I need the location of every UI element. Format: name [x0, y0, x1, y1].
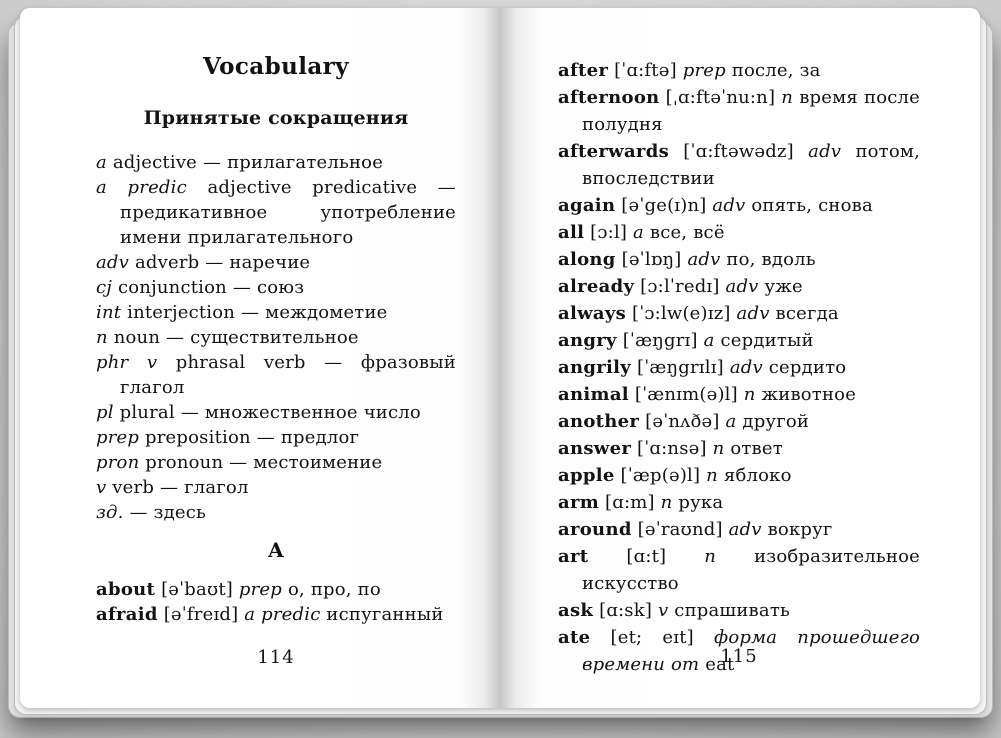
page-title: Vocabulary: [203, 53, 349, 80]
abbreviation-term: v: [96, 477, 107, 498]
entry-headword: ate: [558, 627, 591, 648]
entry-transcription: [ˈɑ:ftə]: [608, 60, 683, 81]
abbreviation-item: [96, 250, 456, 275]
entry-headword: afterwards: [558, 141, 670, 162]
entry-transcription: [ɑ:t]: [588, 546, 705, 567]
entry-headword: already: [558, 276, 635, 297]
entry-transcription: [ˈæŋgrɪ]: [616, 330, 704, 351]
entry-definition: ответ: [730, 438, 783, 459]
dictionary-entry: [558, 381, 920, 408]
entry-pos: adv: [736, 303, 770, 324]
entry-definition-italic: форма прошедшего времени от: [582, 627, 920, 675]
dictionary-entry: [558, 462, 920, 489]
entry-pos: n: [660, 492, 673, 513]
abbreviation-term: int: [96, 302, 122, 323]
entry-definition: сердито: [768, 357, 847, 378]
entry-transcription: [ɑ:sk]: [593, 600, 658, 621]
dictionary-entry: [558, 327, 920, 354]
entry-transcription: [ˈænɪm(ə)l]: [628, 384, 744, 405]
abbreviation-item: [96, 500, 456, 525]
abbreviations-heading: Принятые сокращения: [143, 107, 409, 129]
entry-definition: сердитый: [720, 330, 814, 351]
left-page: [20, 8, 500, 708]
abbreviation-term: зд.: [96, 502, 124, 523]
abbreviation-text: adverb — наречие: [129, 252, 311, 273]
entry-definition: уже: [764, 276, 803, 297]
entry-transcription: [ˈɔ:lw(e)ɪz]: [626, 303, 737, 324]
entry-headword: art: [558, 546, 589, 567]
entry-definition: по, вдоль: [726, 249, 816, 270]
entry-transcription: [əˈnʌðə]: [639, 411, 726, 432]
entry-headword: ask: [558, 600, 594, 621]
dictionary-entry: [558, 354, 920, 381]
entry-transcription: [et; eɪt]: [590, 627, 715, 648]
dictionary-entry: [96, 577, 456, 602]
entry-definition: другой: [742, 411, 810, 432]
abbreviation-text: adjective — прилагательное: [106, 152, 384, 173]
abbreviation-item: [96, 475, 456, 500]
entry-headword: another: [558, 411, 640, 432]
entry-headword: around: [558, 519, 632, 540]
entry-transcription: [ɑ:m]: [599, 492, 661, 513]
entry-definition: потом, впоследствии: [582, 141, 921, 189]
abbreviation-item: [96, 350, 456, 400]
abbreviation-term: pl: [96, 402, 114, 423]
entry-pos: n: [712, 438, 725, 459]
abbreviation-text: plural — множественное число: [113, 402, 421, 423]
entry-tail: eat: [705, 654, 735, 675]
entry-transcription: [ˈɑ:ftəwədz]: [669, 141, 809, 162]
abbreviation-item: [96, 175, 456, 250]
abbreviation-text: noun — существительное: [107, 327, 359, 348]
abbreviation-term: pron: [96, 452, 140, 473]
entry-pos: adv: [687, 249, 721, 270]
entry-headword: angry: [558, 330, 617, 351]
entry-pos: a: [633, 222, 644, 243]
entry-headword: answer: [558, 438, 632, 459]
entry-definition: яблоко: [723, 465, 792, 486]
abbreviation-term: prep: [96, 427, 140, 448]
dictionary-entry: [558, 435, 920, 462]
dictionary-entry: [558, 273, 920, 300]
dictionary-entry: [558, 57, 920, 84]
entry-pos: n: [743, 384, 756, 405]
entry-definition: спрашивать: [674, 600, 790, 621]
entry-headword: arm: [558, 492, 600, 513]
entry-transcription: [əˈfreɪd]: [157, 604, 245, 625]
abbreviation-item: [96, 425, 456, 450]
abbreviations-list: [96, 150, 456, 525]
entry-definition: после, за: [731, 60, 821, 81]
entry-definition: опять, снова: [751, 195, 873, 216]
entry-definition: изобразительное искусство: [582, 546, 921, 594]
abbreviation-term: a: [96, 152, 107, 173]
dictionary-entry: [558, 219, 920, 246]
entry-transcription: [ˈæŋgrɪlɪ]: [631, 357, 730, 378]
dictionary-entry: [558, 192, 920, 219]
abbreviation-text: adjective predicative — предикативное употребление имени прилагательного: [120, 177, 456, 248]
abbreviation-text: verb — глагол: [106, 477, 249, 498]
dictionary-entries-left: [96, 577, 456, 627]
entry-pos: n: [704, 546, 717, 567]
entry-pos: adv: [712, 195, 746, 216]
entry-transcription: [əˈbaʊt]: [155, 579, 239, 600]
entry-definition: время после полудня: [582, 87, 920, 135]
entry-pos: adv: [808, 141, 842, 162]
abbreviation-item: [96, 150, 456, 175]
abbreviation-item: [96, 325, 456, 350]
dictionary-entry: [558, 597, 920, 624]
entry-definition: вокруг: [767, 519, 833, 540]
entry-pos: v: [658, 600, 669, 621]
entry-pos: n: [706, 465, 718, 486]
entry-definition: животное: [761, 384, 857, 405]
entry-pos: adv: [725, 276, 759, 297]
entry-headword: along: [558, 249, 616, 270]
dictionary-entry: [558, 84, 920, 138]
abbreviation-item: [96, 300, 456, 325]
entry-pos: a predic: [244, 604, 321, 625]
entry-transcription: [ɔ:l]: [584, 222, 634, 243]
entry-pos: prep: [238, 579, 283, 600]
abbreviation-text: preposition — предлог: [139, 427, 360, 448]
abbreviation-term: a predic: [96, 177, 187, 198]
right-page: [500, 8, 980, 708]
abbreviation-term: cj: [96, 277, 113, 298]
entry-headword: after: [558, 60, 609, 81]
entry-headword: always: [558, 303, 627, 324]
abbreviation-text: — здесь: [123, 502, 207, 523]
entry-transcription: [ˈæp(ə)l]: [614, 465, 707, 486]
entry-headword: afraid: [96, 604, 158, 625]
abbreviation-term: phr v: [96, 352, 158, 373]
abbreviation-term: n: [96, 327, 108, 348]
abbreviation-text: conjunction — союз: [112, 277, 305, 298]
entry-transcription: [ˈɑ:nsə]: [631, 438, 713, 459]
section-letter: A: [268, 538, 284, 562]
open-book: [20, 8, 980, 708]
entry-pos: a: [725, 411, 737, 432]
entry-definition: испуганный: [326, 604, 444, 625]
entry-pos: n: [781, 87, 794, 108]
entry-transcription: [əˈge(ɪ)n]: [615, 195, 713, 216]
page-number-left: 114: [257, 647, 295, 668]
entry-definition: всегда: [775, 303, 839, 324]
entry-pos: adv: [728, 519, 762, 540]
entry-definition: рука: [678, 492, 724, 513]
entry-transcription: [əˈlɒŋ]: [615, 249, 688, 270]
dictionary-entry: [558, 246, 920, 273]
entry-transcription: [əˈraʊnd]: [631, 519, 729, 540]
entry-headword: angrily: [558, 357, 632, 378]
book-spread: [20, 8, 980, 708]
dictionary-entry: [558, 543, 920, 597]
page-number-right: 115: [720, 646, 758, 667]
dictionary-entry: [558, 138, 920, 192]
dictionary-entry: [558, 408, 920, 435]
dictionary-entry: [558, 516, 920, 543]
entry-pos: adv: [729, 357, 763, 378]
abbreviation-item: [96, 400, 456, 425]
entry-transcription: [ɔ:lˈredɪ]: [634, 276, 726, 297]
abbreviation-item: [96, 275, 456, 300]
abbreviation-item: [96, 450, 456, 475]
entry-headword: all: [558, 222, 585, 243]
entry-headword: apple: [558, 465, 615, 486]
entry-transcription: [ˌɑ:ftəˈnu:n]: [659, 87, 782, 108]
entry-pos: prep: [682, 60, 726, 81]
dictionary-entry: [558, 300, 920, 327]
entry-headword: afternoon: [558, 87, 660, 108]
entry-headword: again: [558, 195, 616, 216]
dictionary-entries-right: [558, 57, 920, 678]
dictionary-entry: [558, 489, 920, 516]
abbreviation-text: phrasal verb — фразовый глагол: [120, 352, 456, 398]
abbreviation-text: pronoun — местоимение: [139, 452, 383, 473]
entry-headword: about: [96, 579, 156, 600]
entry-pos: a: [703, 330, 715, 351]
entry-definition: о, про, по: [287, 579, 381, 600]
entry-definition: все, всё: [649, 222, 725, 243]
dictionary-entry: [96, 602, 456, 627]
abbreviation-text: interjection — междометие: [121, 302, 388, 323]
abbreviation-term: adv: [96, 252, 130, 273]
entry-headword: animal: [558, 384, 629, 405]
